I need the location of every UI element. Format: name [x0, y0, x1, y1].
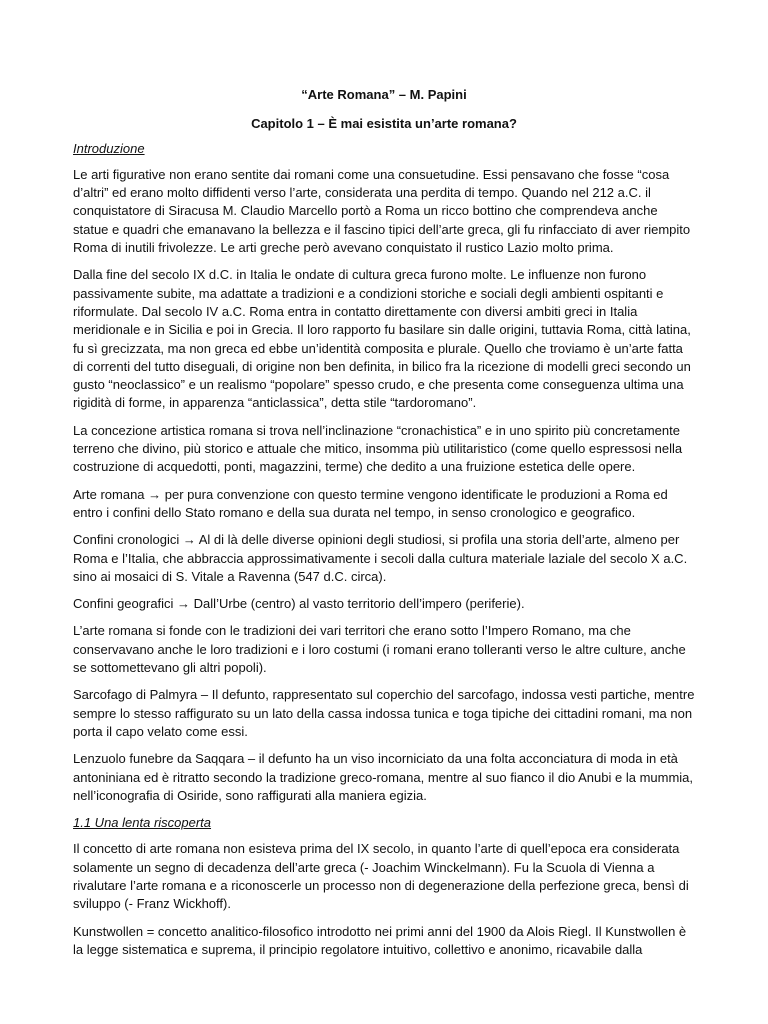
- paragraph: La concezione artistica romana si trova nell’inclinazione “cronachistica” e in uno spirito più concretamente terreno che divino, più storico e attuale che mitico, insomma più utilitaristico (come quello espressosi nella costruzione di acquedotti, ponti, magazzini, terme) che dedito a una fruizione estetica delle opere.: [73, 422, 683, 475]
- paragraph: Dalla fine del secolo IX d.C. in Italia le ondate di cultura greca furono molte. Le influenze non furono passivamente subite, ma adattate a tradizioni e a condizioni storiche e sociali degli ambienti ospitanti e riformulate. Dal secolo IV a.C. Roma entra in contatto direttamente con diversi ambiti greci in Italia meridionale e in Sicilia e poi in Grecia. Il loro rapporto fu basilare sin dalle origini, tuttavia Roma, città latina, fu sì grecizzata, ma non greca ed ebbe un’identità composita e plurale. Quello che troviamo è un’arte fatta di correnti del tutto diseguali, di origine non ben definita, in bilico fra la ricezione di modelli greci secondo un gusto “neoclassico” e un realismo “popolare” spesso crudo, e che presenta come conseguenza ultima una rigidità di forme, in apparenza “anticlassica”, detta stile “tardoromano”.: [73, 267, 691, 411]
- chapter-title: Capitolo 1 – È mai esistita un’arte romana?: [251, 116, 517, 132]
- paragraph: Sarcofago di Palmyra – Il defunto, rappresentato sul coperchio del sarcofago, indossa vesti partiche, mentre sempre lo stesso raffigurato su un lato della cassa indossa tunica e toga tipiche dei cittadini romani, ma non porta il capo velato come essi.: [73, 687, 695, 739]
- paragraph: Kunstwollen = concetto analitico-filosofico introdotto nei primi anni del 1900 da Alois Riegl. Il Kunstwollen è la legge sistematica e suprema, il principio regolatore intuitivo, collettivo e anonimo, ricavabile dalla: [73, 923, 687, 957]
- paragraph: L’arte romana si fonde con le tradizioni dei vari territori che erano sotto l’Impero Romano, ma che conservavano anche le loro tradizioni e i loro costumi (i romani erano tolleranti verso le altre culture, anche se sottomettevano gli altri popoli).: [73, 623, 686, 676]
- paragraph: Le arti figurative non erano sentite dai romani come una consuetudine. Essi pensavano che fosse “cosa d’altri” ed erano molto diffidenti verso l’arte, considerata una perdita di tempo. Quando nel 212 a.C. il conquistatore di Siracusa M. Claudio Marcello portò a Roma un ricco bottino che comprendeva anche statue e quadri che emanavano la bellezza e il fascino tipici dell’arte greca, gli fu rinfacciato di aver riempito Roma di inutili frivolezze. Le arti greche però avevano conquistato il rustico Lazio molto prima.: [73, 166, 691, 256]
- section-heading-lenta-riscoperta: 1.1 Una lenta riscoperta: [73, 815, 212, 831]
- paragraph: Arte romana → per pura convenzione con questo termine vengono identificate le produzioni a Roma ed entro i confini dello Stato romano e della sua durata nel tempo, in senso cronologico e geografico.: [73, 486, 668, 520]
- paragraph: Il concetto di arte romana non esisteva prima del IX secolo, in quanto l’arte di quell’epoca era considerata solamente un segno di decadenza dell’arte greca (- Joachim Winckelmann). Fu la Scuola di Vienna a rivalutare l’arte romana e a riconoscerle un processo non di degenerazione della perfezione greca, bensì di sviluppo (- Franz Wickhoff).: [73, 841, 689, 912]
- paragraph: Confini geografici → Dall’Urbe (centro) al vasto territorio dell’impero (periferie).: [73, 596, 525, 612]
- section-heading-introduzione: Introduzione: [73, 140, 145, 156]
- document-title: “Arte Romana” – M. Papini: [301, 87, 467, 102]
- paragraph: Lenzuolo funebre da Saqqara – il defunto ha un viso incorniciato da una folta acconciatura di moda in età antoniniana ed è ritratto secondo la tradizione greco-romana, mentre al suo fianco il dio Anubi e la mummia, nell’iconografia di Osiride, sono raffigurati alla maniera egizia.: [73, 751, 694, 803]
- paragraph: Confini cronologici → Al di là delle diverse opinioni degli studiosi, si profila una storia dell’arte, almeno per Roma e l’Italia, che abbraccia approssimativamente i secoli dalla cultura materiale laziale del secolo X a.C. sino ai mosaici di S. Vitale a Ravenna (547 d.C. circa).: [73, 532, 688, 584]
